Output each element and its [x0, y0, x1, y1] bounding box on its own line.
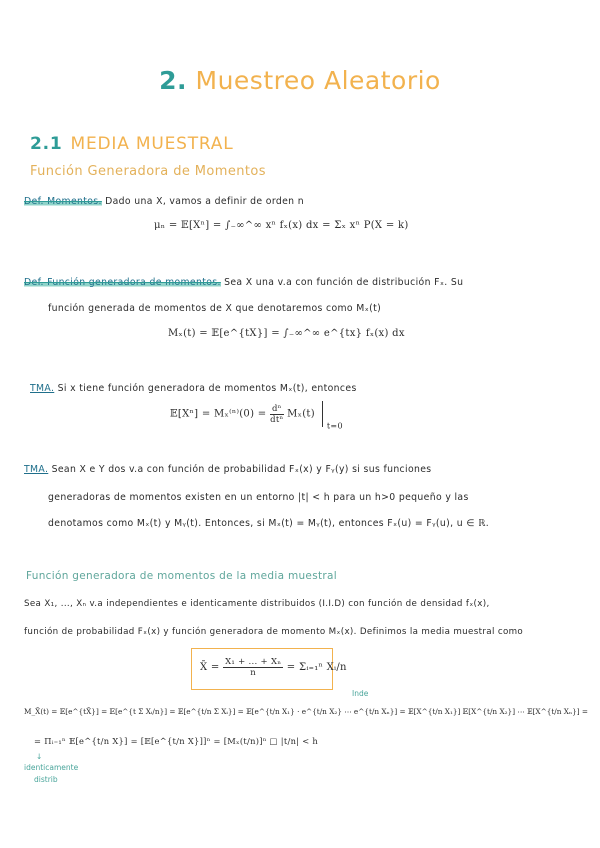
mean-fraction [223, 657, 283, 678]
sample-mean-formula [200, 657, 347, 678]
paragraph-line1: Sea X₁, ..., Xₙ v.a independientes e identicamente distribuidos (I.I.D) con función de densidad fₓ(x), [24, 599, 490, 609]
theorem-label: TMA. [24, 464, 49, 475]
definition-mgf-line2: función generada de momentos de X que denotaremos como Mₓ(t) [48, 303, 382, 314]
evaluation-bar [322, 401, 323, 427]
distrib-note: distrib [34, 775, 58, 784]
section-heading [30, 134, 234, 154]
formula-right: Mₓ(t) [287, 408, 315, 420]
fraction-numerator: dⁿ [271, 403, 282, 414]
theorem-text: Si x tiene función generadora de momentos Mₓ(t), entonces [57, 383, 357, 394]
page-title [0, 66, 600, 95]
fraction-denominator: dtⁿ [270, 414, 284, 425]
fraction-denominator: n [250, 668, 257, 678]
subsection-heading-2: Función generadora de momentos de la media muestral [26, 570, 337, 582]
definition-moments [24, 196, 304, 207]
theorem-1-formula [170, 401, 343, 431]
evaluation-point: t=0 [326, 421, 343, 431]
moments-formula: μₙ = 𝔼[Xⁿ] = ∫₋∞^∞ xⁿ fₓ(x) dx = Σₓ xⁿ P(X = k) [154, 220, 409, 231]
definition-text: Sea X una v.a con función de distribución Fₓ. Su [224, 277, 464, 288]
independence-note: Inde [352, 689, 369, 698]
definition-label: Def. Momentos. [24, 196, 102, 207]
down-arrow-icon: ↓ [36, 752, 43, 761]
mgf-formula: Mₓ(t) = 𝔼[e^{tX}] = ∫₋∞^∞ e^{tx} fₓ(x) dx [168, 328, 405, 339]
formula-left: 𝔼[Xⁿ] = Mₓ⁽ⁿ⁾(0) = [170, 408, 267, 420]
identical-note: identicamente [24, 763, 79, 772]
theorem-2 [24, 464, 432, 475]
definition-text: Dado una X, vamos a definir de orden n [105, 196, 304, 207]
title-number: 2. [159, 66, 188, 95]
title-text: Muestreo Aleatorio [195, 66, 441, 95]
theorem-1 [30, 383, 357, 394]
theorem-2-line2: generadoras de momentos existen en un entorno |t| < h para un h>0 pequeño y las [48, 492, 469, 503]
theorem-label: TMA. [30, 383, 55, 394]
definition-label: Def. Función generadora de momentos. [24, 277, 221, 288]
box-left: X̄ = [200, 662, 220, 673]
derivation-line1: M_X̄(t) = 𝔼[e^{tX̄}] = 𝔼[e^{t Σ Xᵢ/n}] = 𝔼[e^{t/n Σ Xᵢ}] = 𝔼[e^{t/n X₁} · e^{t/n X₂} ⋯ e^{t/n Xₙ}] = 𝔼[X^{t/n X₁}] 𝔼[X^{t/n X₂}] ⋯ 𝔼[X^{t/n Xₙ}] = [24, 707, 589, 716]
derivative-fraction [270, 404, 284, 425]
theorem-2-line3: denotamos como Mₓ(t) y Mᵧ(t). Entonces, si Mₓ(t) = Mᵧ(t), entonces Fₓ(u) = Fᵧ(u), u ∈ ℝ. [48, 518, 490, 529]
derivation-line2: = Πᵢ₌₁ⁿ 𝔼[e^{t/n X}] = [𝔼[e^{t/n X}]]ⁿ = [Mₓ(t/n)]ⁿ □ |t/n| < h [34, 736, 319, 746]
section-text: MEDIA MUESTRAL [70, 134, 234, 154]
paragraph-line2: función de probabilidad Fₓ(x) y función generadora de momento Mₓ(x). Definimos la media muestral como [24, 627, 524, 637]
fraction-numerator: X₁ + ... + Xₙ [225, 657, 282, 667]
box-right: = Σᵢ₌₁ⁿ Xᵢ/n [286, 662, 347, 673]
section-number: 2.1 [30, 134, 63, 154]
theorem-text: Sean X e Y dos v.a con función de probabilidad Fₓ(x) y Fᵧ(y) si sus funciones [51, 464, 432, 475]
subsection-heading-1: Función Generadora de Momentos [30, 164, 266, 179]
definition-mgf [24, 277, 463, 288]
